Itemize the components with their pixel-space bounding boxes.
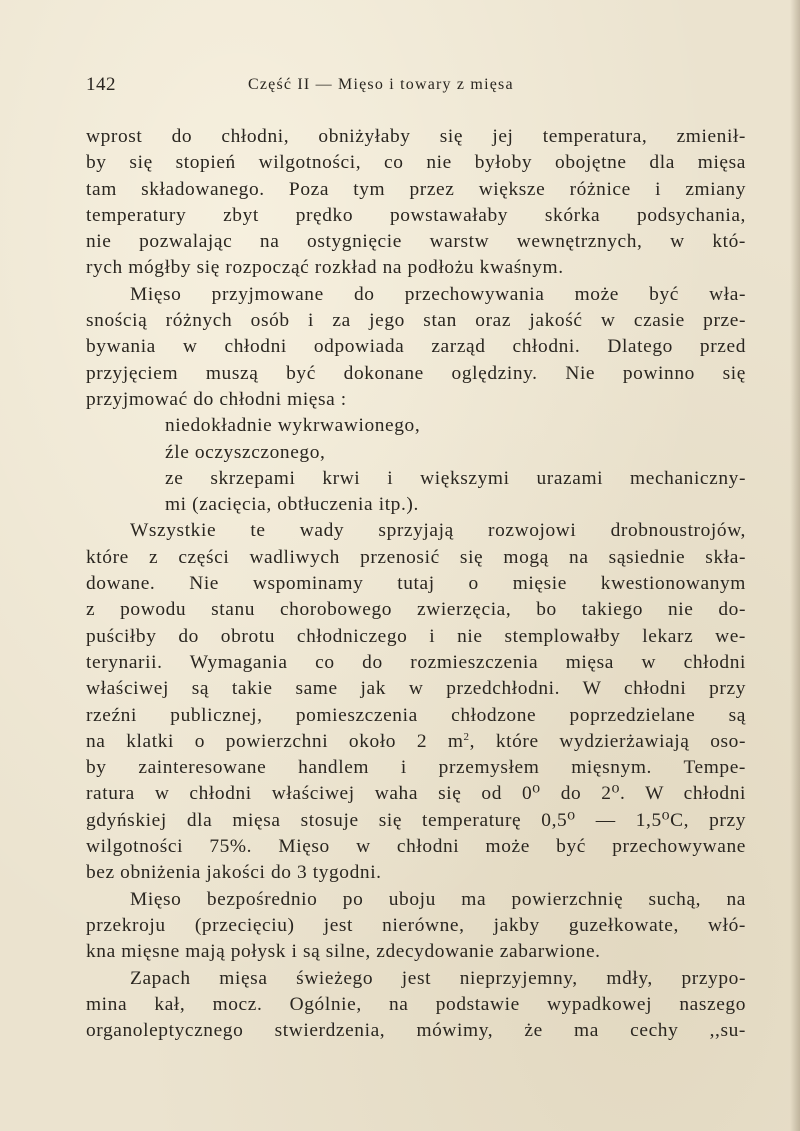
text-line: przekroju (przecięciu) jest nierówne, jakby guzełkowate, włó-	[86, 914, 746, 936]
text-line: snością różnych osób i za jego stan oraz jakość w czasie prze-	[86, 310, 746, 332]
text-line: rych mógłby się rozpocząć rozkład na podłożu kwaśnym.	[86, 257, 564, 279]
page-edge-shadow	[790, 0, 800, 1131]
text-line: organoleptycznego stwierdzenia, mówimy, że ma cechy ,,su-	[86, 1020, 746, 1042]
list-item: niedokładnie wykrwawionego,	[165, 415, 421, 437]
text-line: Mięso przyjmowane do przechowywania może być wła-	[130, 283, 746, 305]
text-line: Mięso bezpośrednio po uboju ma powierzchnię suchą, na	[130, 888, 746, 910]
text-line: z powodu stanu chorobowego zwierzęcia, bo takiego nie do-	[86, 599, 746, 621]
text-line: gdyńskiej dla mięsa stosuje się temperaturę 0,5⁰ — 1,5⁰C, przy	[86, 809, 746, 831]
text-line: bez obniżenia jakości do 3 tygodni.	[86, 862, 382, 884]
text-line: przyjmować do chłodni mięsa :	[86, 388, 347, 410]
text-fragment: na klatki o powierzchni około 2 m	[86, 730, 464, 752]
text-line: dowane. Nie wspominamy tutaj o mięsie kwestionowanym	[86, 573, 746, 595]
page-header	[86, 74, 586, 100]
body-text	[86, 124, 746, 1044]
page-number: 142	[86, 74, 116, 95]
text-line: terynarii. Wymagania co do rozmieszczenia mięsa w chłodni	[86, 651, 746, 673]
text-line: nie pozwalając na ostygnięcie warstw wewnętrznych, w któ-	[86, 231, 746, 253]
list-item: mi (zacięcia, obtłuczenia itp.).	[165, 494, 419, 516]
text-line: przyjęciem muszą być dokonane oględziny. Nie powinno się	[86, 362, 746, 384]
text-line: puściłby do obrotu chłodniczego i nie stemplowałby lekarz we-	[86, 625, 746, 647]
text-line: mina kał, mocz. Ogólnie, na podstawie wypadkowej naszego	[86, 993, 746, 1015]
text-line: by się stopień wilgotności, co nie byłoby obojętne dla mięsa	[86, 152, 746, 174]
list-item: źle oczyszczonego,	[165, 441, 326, 463]
text-line: wprost do chłodni, obniżyłaby się jej temperatura, zmienił-	[86, 126, 746, 147]
text-line: ratura w chłodni właściwej waha się od 0⁰ do 2⁰. W chłodni	[86, 783, 746, 805]
list-item: ze skrzepami krwi i większymi urazami mechaniczny-	[165, 467, 746, 489]
text-line: Zapach mięsa świeżego jest nieprzyjemny, mdły, przypo-	[130, 967, 746, 989]
text-line: kna mięsne mają połysk i są silne, zdecydowanie zabarwione.	[86, 941, 601, 963]
text-line: bywania w chłodni odpowiada zarząd chłodni. Dlatego przed	[86, 336, 746, 358]
text-line: Wszystkie te wady sprzyjają rozwojowi drobnoustrojów,	[130, 520, 746, 542]
text-line: właściwej są takie same jak w przedchłodni. W chłodni przy	[86, 678, 746, 700]
text-line: które z części wadliwych przenosić się mogą na sąsiednie skła-	[86, 546, 746, 568]
text-line: tam składowanego. Poza tym przez większe różnice i zmiany	[86, 178, 746, 200]
text-line	[86, 729, 746, 755]
text-line: rzeźni publicznej, pomieszczenia chłodzone poprzedzielane są	[86, 704, 746, 726]
text-line: temperatury zbyt prędko powstawałaby skórka podsychania,	[86, 204, 746, 226]
superscript-2: 2	[463, 730, 470, 743]
text-line: by zainteresowane handlem i przemysłem mięsnym. Tempe-	[86, 757, 746, 779]
text-line: wilgotności 75%. Mięso w chłodni może być przechowywane	[86, 836, 746, 858]
running-head: Część II — Mięso i towary z mięsa	[248, 76, 514, 93]
text-fragment: , które wydzierżawiają oso-	[469, 730, 746, 752]
